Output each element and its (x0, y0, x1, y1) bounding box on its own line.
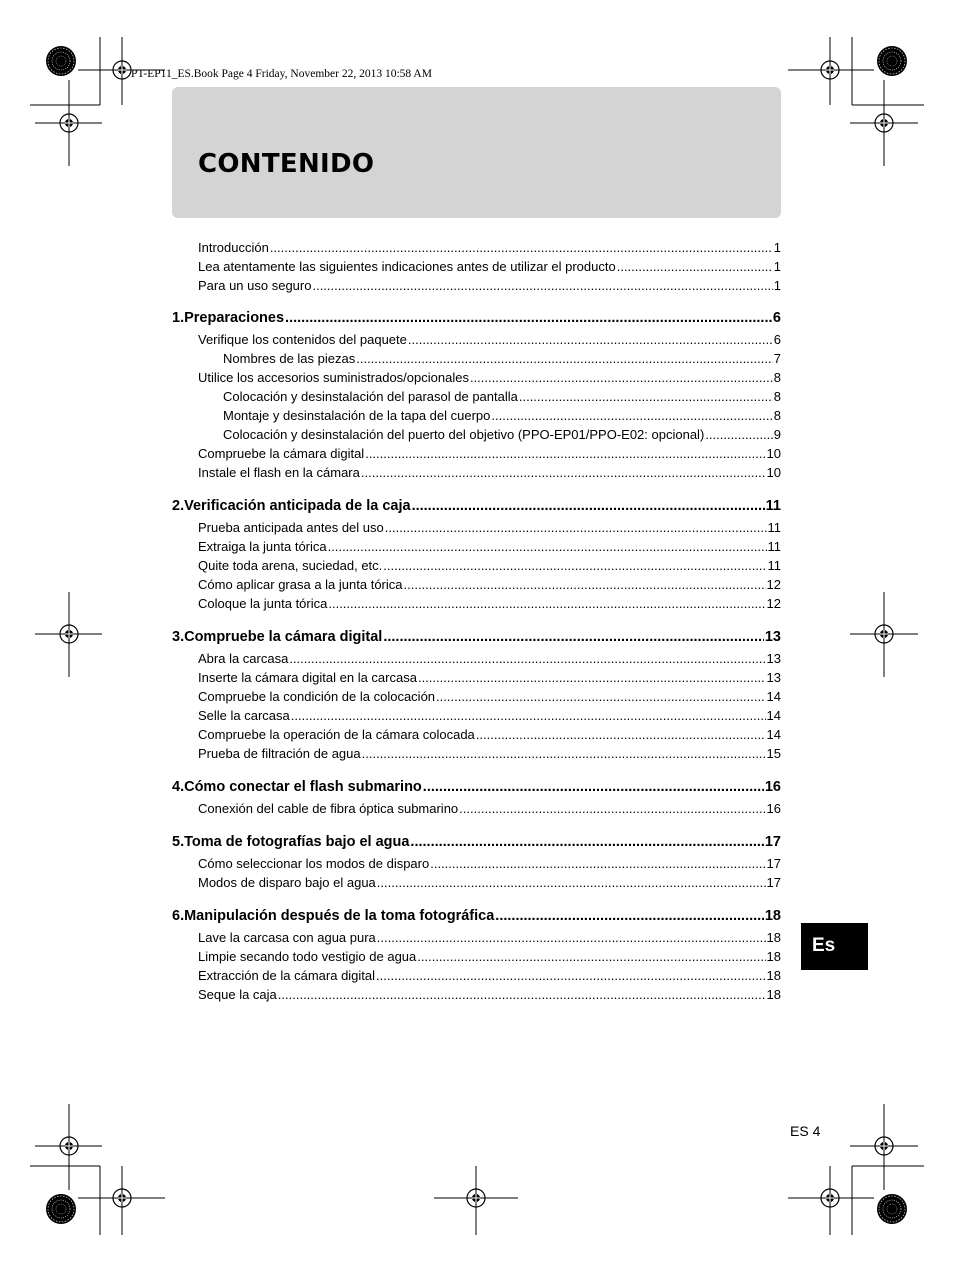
toc-entry-title: Lave la carcasa con agua pura (198, 930, 376, 945)
toc-leader-dots (418, 670, 766, 685)
toc-leader-dots (476, 727, 766, 742)
page-number: ES 4 (790, 1123, 821, 1139)
toc-entry-page: 15 (766, 746, 781, 761)
toc-entry[interactable] (172, 259, 781, 278)
toc-entry[interactable] (172, 801, 781, 820)
toc-leader-dots (312, 278, 772, 293)
toc-entry-page: 16 (764, 779, 781, 795)
toc-entry-page: 6 (772, 310, 781, 326)
toc-entry-title: Modos de disparo bajo el agua (198, 875, 376, 890)
toc-leader-dots (328, 596, 765, 611)
toc-entry-title: 1.Preparaciones (172, 310, 285, 326)
toc-entry-page: 16 (766, 801, 781, 816)
toc-entry-page: 18 (766, 968, 781, 983)
table-of-contents (172, 240, 781, 1006)
toc-entry-title: Inserte la cámara digital en la carcasa (198, 670, 417, 685)
toc-entry-title: Prueba anticipada antes del uso (198, 520, 384, 535)
toc-entry[interactable] (172, 446, 781, 465)
toc-entry-title: Verifique los contenidos del paquete (198, 332, 407, 347)
toc-entry-title: Conexión del cable de fibra óptica submarino (198, 801, 459, 816)
print-header: PT-EP11_ES.Book Page 4 Friday, November 22, 2013 10:58 AM (131, 68, 432, 80)
toc-entry-page: 12 (766, 577, 781, 592)
toc-entry[interactable] (172, 240, 781, 259)
toc-leader-dots (404, 577, 766, 592)
toc-entry-page: 18 (766, 930, 781, 945)
toc-entry-title: Coloque la junta tórica (198, 596, 328, 611)
toc-entry[interactable] (172, 670, 781, 689)
toc-chapter-entry[interactable] (172, 498, 781, 519)
toc-entry-page: 17 (764, 834, 781, 850)
toc-entry-title: Limpie secando todo vestigio de agua (198, 949, 417, 964)
toc-leader-dots (617, 259, 773, 274)
toc-entry-page: 17 (766, 875, 781, 890)
toc-entry-page: 8 (773, 370, 781, 385)
toc-leader-dots (362, 746, 766, 761)
toc-leader-dots (410, 834, 763, 850)
toc-entry-page: 7 (773, 351, 781, 366)
toc-leader-dots (383, 558, 766, 573)
toc-entry-page: 11 (767, 520, 781, 535)
toc-leader-dots (289, 651, 765, 666)
toc-chapter-entry[interactable] (172, 834, 781, 855)
toc-leader-dots (470, 370, 773, 385)
toc-entry-title: Instale el flash en la cámara (198, 465, 360, 480)
language-tab-label: Es (812, 935, 836, 956)
toc-entry-page: 8 (773, 408, 781, 423)
toc-leader-dots (328, 539, 767, 554)
toc-entry-title: Abra la carcasa (198, 651, 289, 666)
toc-leader-dots (383, 629, 764, 645)
toc-entry[interactable] (172, 520, 781, 539)
toc-entry[interactable] (172, 427, 781, 446)
toc-entry-title: Lea atentamente las siguientes indicaciones antes de utilizar el producto (198, 259, 616, 274)
toc-entry-title: Colocación y desinstalación del parasol de pantalla (223, 389, 518, 404)
toc-chapter-entry[interactable] (172, 310, 781, 331)
toc-entry-page: 13 (766, 651, 781, 666)
toc-leader-dots (430, 856, 765, 871)
toc-chapter-entry[interactable] (172, 629, 781, 650)
toc-entry-title: Cómo aplicar grasa a la junta tórica (198, 577, 403, 592)
toc-leader-dots (705, 427, 772, 442)
toc-entry-title: Quite toda arena, suciedad, etc. (198, 558, 383, 573)
toc-entry-page: 17 (766, 856, 781, 871)
toc-entry-page: 9 (773, 427, 781, 442)
toc-leader-dots (459, 801, 765, 816)
toc-entry[interactable] (172, 875, 781, 894)
toc-entry[interactable] (172, 558, 781, 577)
toc-entry-title: Utilice los accesorios suministrados/opcionales (198, 370, 469, 385)
toc-entry[interactable] (172, 389, 781, 408)
toc-leader-dots (423, 779, 764, 795)
toc-leader-dots (412, 498, 765, 514)
toc-entry[interactable] (172, 351, 781, 370)
toc-leader-dots (491, 408, 772, 423)
toc-entry-page: 10 (766, 446, 781, 461)
toc-entry-page: 8 (773, 389, 781, 404)
toc-entry-title: Extracción de la cámara digital (198, 968, 376, 983)
toc-leader-dots (495, 908, 764, 924)
toc-entry-page: 11 (765, 498, 781, 514)
toc-leader-dots (365, 446, 765, 461)
toc-leader-dots (285, 310, 772, 326)
toc-entry[interactable] (172, 856, 781, 875)
toc-entry-title: 2.Verificación anticipada de la caja (172, 498, 411, 514)
toc-leader-dots (270, 240, 773, 255)
toc-entry[interactable] (172, 332, 781, 351)
toc-entry-title: Colocación y desinstalación del puerto del objetivo (PPO-EP01/PPO-E02: opcional) (223, 427, 705, 442)
toc-leader-dots (377, 930, 766, 945)
toc-entry-page: 13 (766, 670, 781, 685)
toc-entry-page: 1 (773, 259, 781, 274)
toc-entry-page: 11 (767, 558, 781, 573)
toc-entry-title: Prueba de filtración de agua (198, 746, 361, 761)
toc-entry-page: 18 (764, 908, 781, 924)
toc-entry[interactable] (172, 727, 781, 746)
toc-entry[interactable] (172, 408, 781, 427)
title-banner (172, 87, 781, 218)
toc-entry[interactable] (172, 465, 781, 484)
toc-leader-dots (408, 332, 773, 347)
toc-entry-page: 14 (766, 708, 781, 723)
toc-entry-title: Montaje y desinstalación de la tapa del cuerpo (223, 408, 491, 423)
toc-entry[interactable] (172, 689, 781, 708)
page-title: CONTENIDO (198, 149, 375, 179)
toc-entry-title: 4.Cómo conectar el flash submarino (172, 779, 422, 795)
toc-leader-dots (291, 708, 766, 723)
toc-entry[interactable] (172, 746, 781, 765)
toc-entry[interactable] (172, 278, 781, 297)
toc-entry-title: Selle la carcasa (198, 708, 290, 723)
toc-entry-page: 1 (773, 240, 781, 255)
toc-entry-page: 14 (766, 727, 781, 742)
toc-entry-page: 13 (764, 629, 781, 645)
toc-entry[interactable] (172, 968, 781, 987)
toc-entry-title: Compruebe la cámara digital (198, 446, 365, 461)
toc-entry-page: 12 (766, 596, 781, 611)
toc-entry-page: 18 (766, 949, 781, 964)
toc-leader-dots (278, 987, 766, 1002)
toc-entry-title: Cómo seleccionar los modos de disparo (198, 856, 430, 871)
toc-entry-title: 3.Compruebe la cámara digital (172, 629, 383, 645)
toc-entry[interactable] (172, 651, 781, 670)
toc-entry[interactable] (172, 370, 781, 389)
toc-entry-page: 11 (767, 539, 781, 554)
toc-entry[interactable] (172, 577, 781, 596)
toc-leader-dots (356, 351, 773, 366)
toc-leader-dots (385, 520, 767, 535)
toc-entry-title: Nombres de las piezas (223, 351, 356, 366)
toc-entry-page: 6 (773, 332, 781, 347)
toc-leader-dots (519, 389, 773, 404)
toc-entry-page: 1 (773, 278, 781, 293)
toc-entry-title: Compruebe la operación de la cámara colocada (198, 727, 475, 742)
toc-leader-dots (417, 949, 765, 964)
toc-leader-dots (377, 875, 766, 890)
toc-leader-dots (361, 465, 766, 480)
toc-entry-title: Para un uso seguro (198, 278, 312, 293)
toc-entry-title: Compruebe la condición de la colocación (198, 689, 436, 704)
toc-entry[interactable] (172, 708, 781, 727)
toc-entry[interactable] (172, 949, 781, 968)
toc-chapter-entry[interactable] (172, 779, 781, 800)
toc-entry[interactable] (172, 930, 781, 949)
toc-leader-dots (436, 689, 765, 704)
toc-entry-page: 14 (766, 689, 781, 704)
toc-entry-title: 5.Toma de fotografías bajo el agua (172, 834, 410, 850)
toc-entry[interactable] (172, 987, 781, 1006)
toc-entry[interactable] (172, 539, 781, 558)
toc-entry-title: Seque la caja (198, 987, 277, 1002)
language-tab (801, 923, 868, 970)
toc-entry-title: 6.Manipulación después de la toma fotográfica (172, 908, 495, 924)
toc-leader-dots (376, 968, 766, 983)
toc-entry-page: 10 (766, 465, 781, 480)
toc-entry-title: Introducción (198, 240, 269, 255)
toc-entry-page: 18 (766, 987, 781, 1002)
toc-entry-title: Extraiga la junta tórica (198, 539, 327, 554)
toc-entry[interactable] (172, 596, 781, 615)
toc-chapter-entry[interactable] (172, 908, 781, 929)
